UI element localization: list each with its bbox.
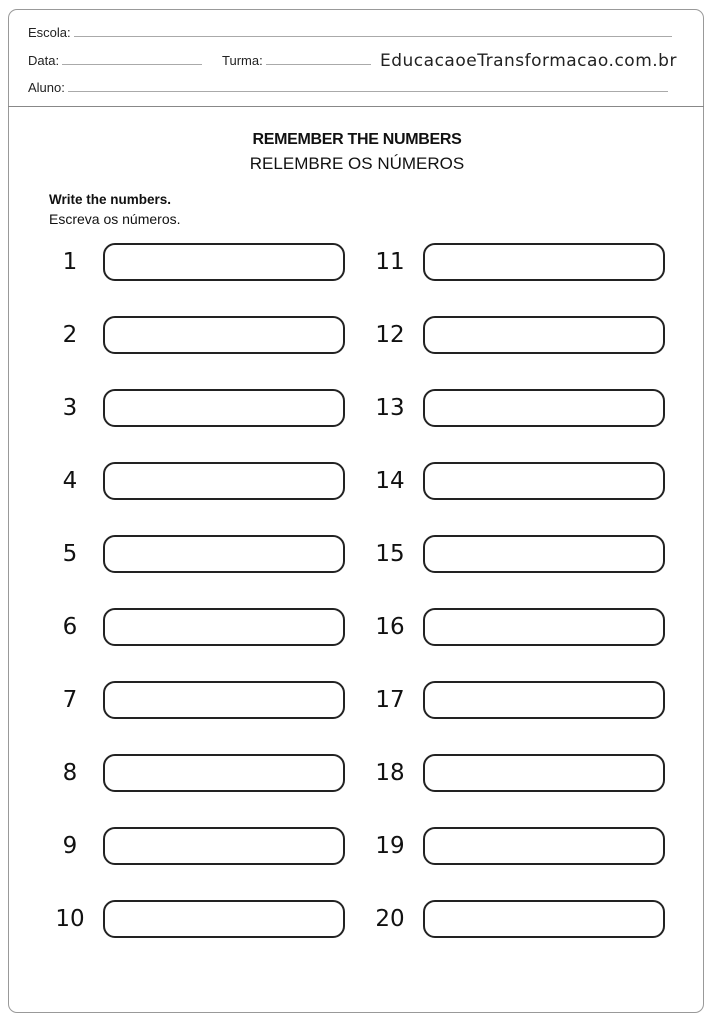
number-row	[42, 461, 345, 501]
answer-box[interactable]	[103, 316, 345, 354]
number-row	[42, 899, 345, 939]
answer-box[interactable]	[423, 316, 665, 354]
number-label: 11	[375, 249, 405, 275]
number-row	[362, 315, 665, 355]
number-label: 8	[62, 760, 78, 786]
aluno-label: Aluno:	[28, 80, 65, 95]
turma-field[interactable]	[222, 53, 371, 68]
instruction-en: Write the numbers.	[49, 192, 172, 207]
aluno-field[interactable]	[28, 80, 668, 95]
answer-box[interactable]	[423, 462, 665, 500]
number-row	[42, 607, 345, 647]
answer-box[interactable]	[423, 754, 665, 792]
data-field[interactable]	[28, 53, 202, 68]
number-label: 15	[375, 541, 405, 567]
number-row	[42, 534, 345, 574]
number-row	[42, 826, 345, 866]
data-label: Data:	[28, 53, 60, 68]
number-label: 4	[62, 468, 78, 494]
answer-box[interactable]	[423, 900, 665, 938]
answer-box[interactable]	[103, 243, 345, 281]
number-label: 9	[62, 833, 78, 859]
answer-box[interactable]	[103, 827, 345, 865]
number-label: 16	[375, 614, 405, 640]
escola-field[interactable]	[28, 25, 672, 40]
number-row	[42, 753, 345, 793]
answer-box[interactable]	[103, 754, 345, 792]
answer-box[interactable]	[423, 389, 665, 427]
answer-box[interactable]	[103, 681, 345, 719]
number-label: 13	[375, 395, 405, 421]
subtitle: RELEMBRE OS NÚMEROS	[249, 154, 465, 173]
answer-box[interactable]	[423, 827, 665, 865]
number-row	[42, 242, 345, 282]
answer-box[interactable]	[423, 608, 665, 646]
number-row	[362, 461, 665, 501]
number-row	[42, 315, 345, 355]
answer-box[interactable]	[423, 681, 665, 719]
title: REMEMBER THE NUMBERS	[252, 131, 462, 148]
number-row	[362, 242, 665, 282]
number-row	[362, 607, 665, 647]
answer-box[interactable]	[423, 535, 665, 573]
number-row	[362, 753, 665, 793]
site-logo: EducacaoeTransformacao.com.br	[380, 51, 677, 71]
answer-box[interactable]	[103, 535, 345, 573]
answer-box[interactable]	[103, 608, 345, 646]
answer-box[interactable]	[423, 243, 665, 281]
turma-label: Turma:	[222, 53, 263, 68]
number-label: 10	[55, 906, 85, 932]
escola-label: Escola:	[28, 25, 71, 40]
number-label: 5	[62, 541, 78, 567]
answer-box[interactable]	[103, 389, 345, 427]
number-label: 2	[62, 322, 78, 348]
answer-box[interactable]	[103, 462, 345, 500]
answer-box[interactable]	[103, 900, 345, 938]
number-label: 18	[375, 760, 405, 786]
number-label: 3	[62, 395, 78, 421]
number-label: 17	[375, 687, 405, 713]
number-row	[42, 680, 345, 720]
number-label: 20	[375, 906, 405, 932]
number-label: 6	[62, 614, 78, 640]
number-row	[362, 680, 665, 720]
number-row	[362, 899, 665, 939]
number-row	[42, 388, 345, 428]
number-row	[362, 534, 665, 574]
number-label: 14	[375, 468, 405, 494]
number-row	[362, 388, 665, 428]
number-label: 19	[375, 833, 405, 859]
header-divider	[8, 106, 704, 107]
number-row	[362, 826, 665, 866]
number-label: 1	[62, 249, 78, 275]
number-label: 7	[62, 687, 78, 713]
instruction-pt: Escreva os números.	[49, 211, 181, 227]
number-label: 12	[375, 322, 405, 348]
